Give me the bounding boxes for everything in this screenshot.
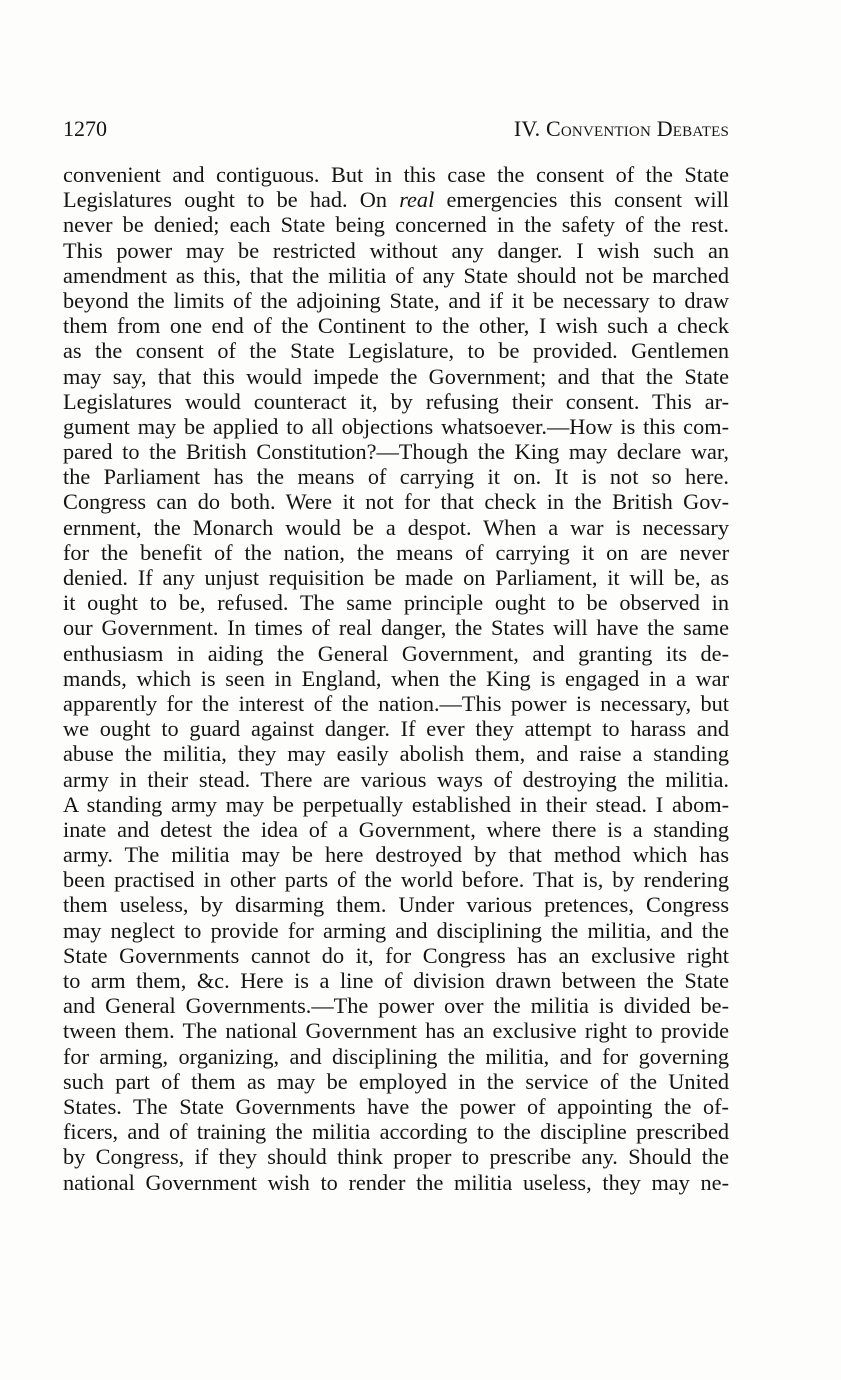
text-line: ernment, the Monarch would be a despot. When a war is necessary <box>63 514 729 540</box>
text-line: abuse the militia, they may easily abolish them, and raise a standing <box>63 741 729 767</box>
text-line: convenient and contiguous. But in this case the consent of the State <box>63 162 729 187</box>
text-line: to arm them, &c. Here is a line of division drawn between the State <box>63 968 729 993</box>
page-number: 1270 <box>63 116 107 141</box>
section-title: IV. Convention Debates <box>513 116 729 141</box>
text-fragment: Legislatures ought to be had. On <box>63 187 400 213</box>
text-line: mands, which is seen in England, when the King is engaged in a war <box>63 665 729 691</box>
text-line: never be denied; each State being concerned in the safety of the rest. <box>63 212 729 238</box>
text-line: by Congress, if they should think proper to prescribe any. Should the <box>63 1144 729 1170</box>
text-line: gument may be applied to all objections whatsoever.—How is this com- <box>63 413 729 439</box>
running-head <box>63 114 729 144</box>
text-line: them from one end of the Continent to the other, I wish such a check <box>63 313 729 339</box>
text-line: them useless, by disarming them. Under various pretences, Congress <box>63 892 729 918</box>
text-line: as the consent of the State Legislature, to be provided. Gentlemen <box>63 338 729 364</box>
text-line: inate and detest the idea of a Government, where there is a standing <box>63 816 729 842</box>
text-line: pared to the British Constitution?—Though the King may declare war, <box>63 439 729 465</box>
text-line: This power may be restricted without any danger. I wish such an <box>63 237 729 263</box>
text-line: enthusiasm in aiding the General Government, and granting its de- <box>63 640 729 666</box>
text-line: the Parliament has the means of carrying it on. It is not so here. <box>63 464 729 490</box>
text-line: for the benefit of the nation, the means of carrying it on are never <box>63 539 729 565</box>
text-line: army. The militia may be here destroyed by that method which has <box>63 842 729 868</box>
text-line: denied. If any unjust requisition be made on Parliament, it will be, as <box>63 565 729 590</box>
text-line: Legislatures would counteract it, by refusing their consent. This ar- <box>63 388 729 414</box>
text-line: our Government. In times of real danger, the States will have the same <box>63 615 729 641</box>
text-line: beyond the limits of the adjoining State, and if it be necessary to draw <box>63 287 729 313</box>
text-line: such part of them as may be employed in the service of the United <box>63 1068 729 1094</box>
text-line: apparently for the interest of the nation.—This power is necessary, but <box>63 690 729 716</box>
text-fragment: emergencies this consent will <box>434 187 729 213</box>
body-text <box>63 162 729 1195</box>
text-line: Congress can do both. Were it not for that check in the British Gov- <box>63 489 729 515</box>
text-line: tween them. The national Government has an exclusive right to provide <box>63 1018 729 1044</box>
text-line: ficers, and of training the militia according to the discipline prescribed <box>63 1119 729 1145</box>
text-line: we ought to guard against danger. If ever they attempt to harass and <box>63 716 729 742</box>
text-line: amendment as this, that the militia of any State should not be marched <box>63 262 729 288</box>
emphasis-real: real <box>399 187 435 213</box>
text-line: national Government wish to render the militia useless, they may ne- <box>63 1169 729 1195</box>
text-line: been practised in other parts of the world before. That is, by rendering <box>63 867 729 893</box>
text-line: it ought to be, refused. The same principle ought to be observed in <box>63 590 729 616</box>
text-line: for arming, organizing, and disciplining the militia, and for governing <box>63 1043 729 1069</box>
text-line: may neglect to provide for arming and disciplining the militia, and the <box>63 917 729 943</box>
text-line: States. The State Governments have the power of appointing the of- <box>63 1093 729 1119</box>
text-line: may say, that this would impede the Government; and that the State <box>63 363 729 389</box>
text-line: army in their stead. There are various ways of destroying the militia. <box>63 766 729 792</box>
text-line <box>63 187 729 212</box>
text-line: and General Governments.—The power over the militia is divided be- <box>63 993 729 1019</box>
text-line: A standing army may be perpetually established in their stead. I abom- <box>63 791 729 817</box>
text-line: State Governments cannot do it, for Congress has an exclusive right <box>63 942 729 968</box>
